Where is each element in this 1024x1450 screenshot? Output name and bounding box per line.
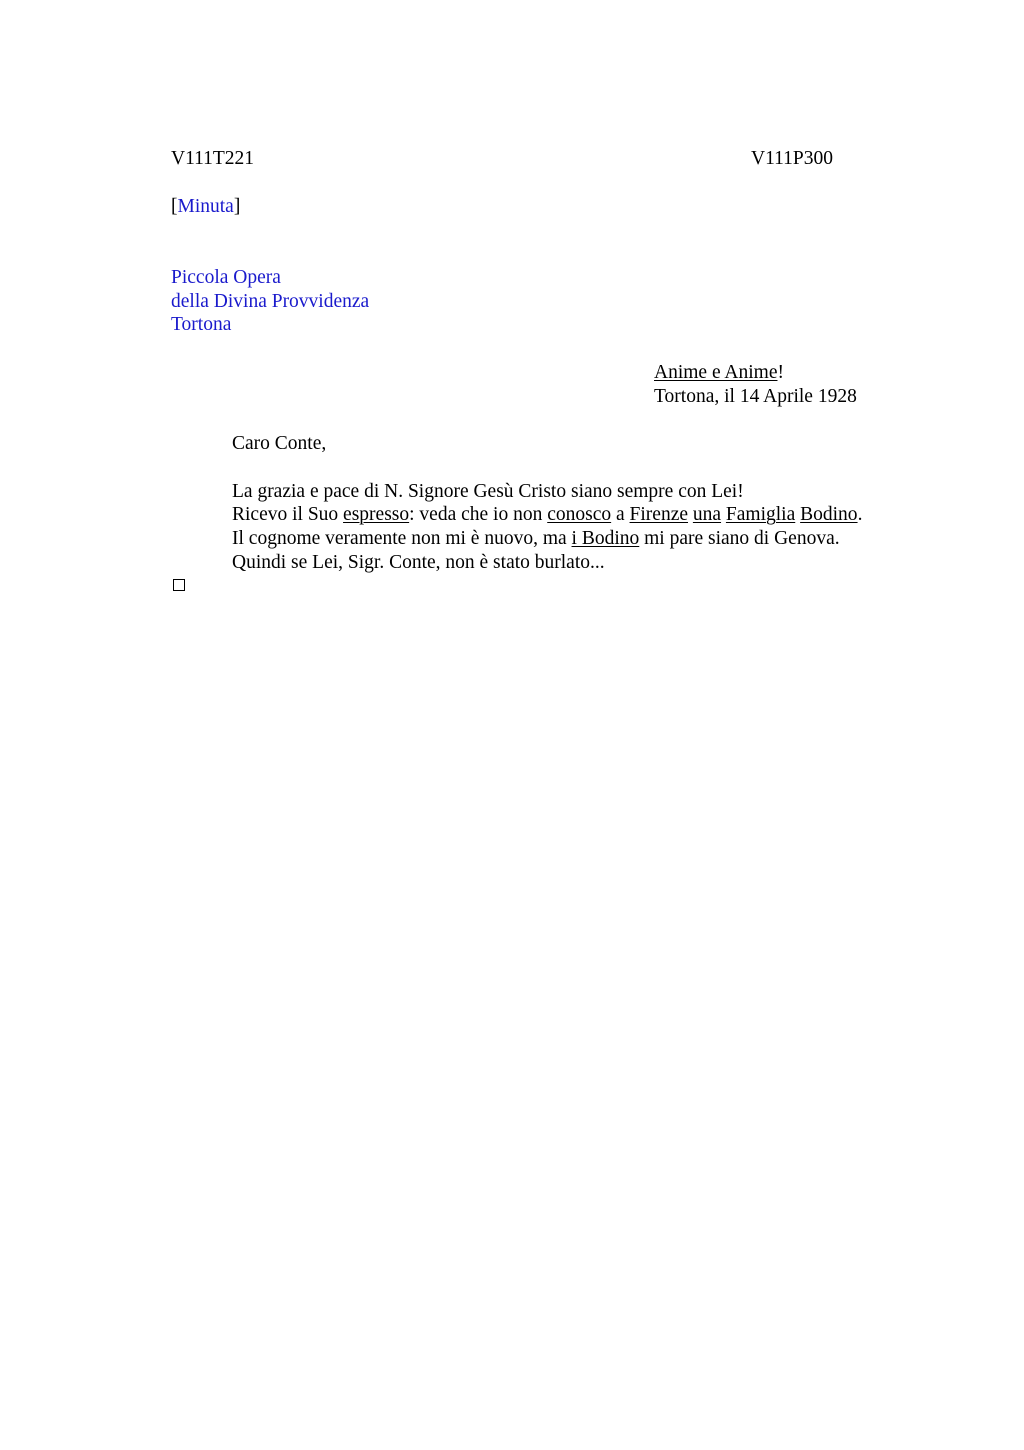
body-line-4: Quindi se Lei, Sigr. Conte, non è stato burlato... [232, 552, 605, 573]
letterhead-line-1: Piccola Opera [171, 267, 281, 288]
underlined-word: Famiglia [725, 504, 796, 525]
document-code-right: V111P300 [751, 148, 833, 169]
underlined-word: una [692, 504, 722, 525]
underlined-word: Bodino [800, 504, 858, 525]
salutation: Caro Conte, [232, 433, 327, 454]
motto-punct: ! [777, 362, 784, 383]
underlined-word: conosco [547, 504, 612, 525]
checkbox-icon [173, 579, 185, 591]
motto-text: Anime e Anime [654, 362, 778, 383]
underlined-word: i Bodino [571, 528, 640, 549]
text-segment: a [611, 504, 630, 525]
draft-note [171, 195, 240, 218]
motto [654, 361, 784, 384]
place-date: Tortona, il 14 Aprile 1928 [654, 386, 857, 407]
letterhead-line-2: della Divina Provvidenza [171, 291, 370, 312]
bracket-open: [ [171, 196, 178, 217]
text-segment: mi pare siano di Genova. [639, 528, 840, 549]
draft-label: Minuta [177, 196, 234, 217]
text-segment: Il cognome veramente non mi è nuovo, ma [232, 528, 572, 549]
text-segment: Ricevo il Suo [232, 504, 344, 525]
letterhead-line-3: Tortona [171, 314, 232, 335]
underlined-word: Firenze [629, 504, 689, 525]
body-line-3 [232, 527, 840, 550]
underlined-word: espresso [343, 504, 410, 525]
body-line-2 [232, 503, 862, 526]
text-segment: : veda che io non [409, 504, 548, 525]
body-line-1: La grazia e pace di N. Signore Gesù Cristo siano sempre con Lei! [232, 481, 744, 502]
bracket-close: ] [233, 196, 241, 217]
text-segment: . [857, 504, 863, 525]
document-code-left: V111T221 [171, 148, 255, 169]
